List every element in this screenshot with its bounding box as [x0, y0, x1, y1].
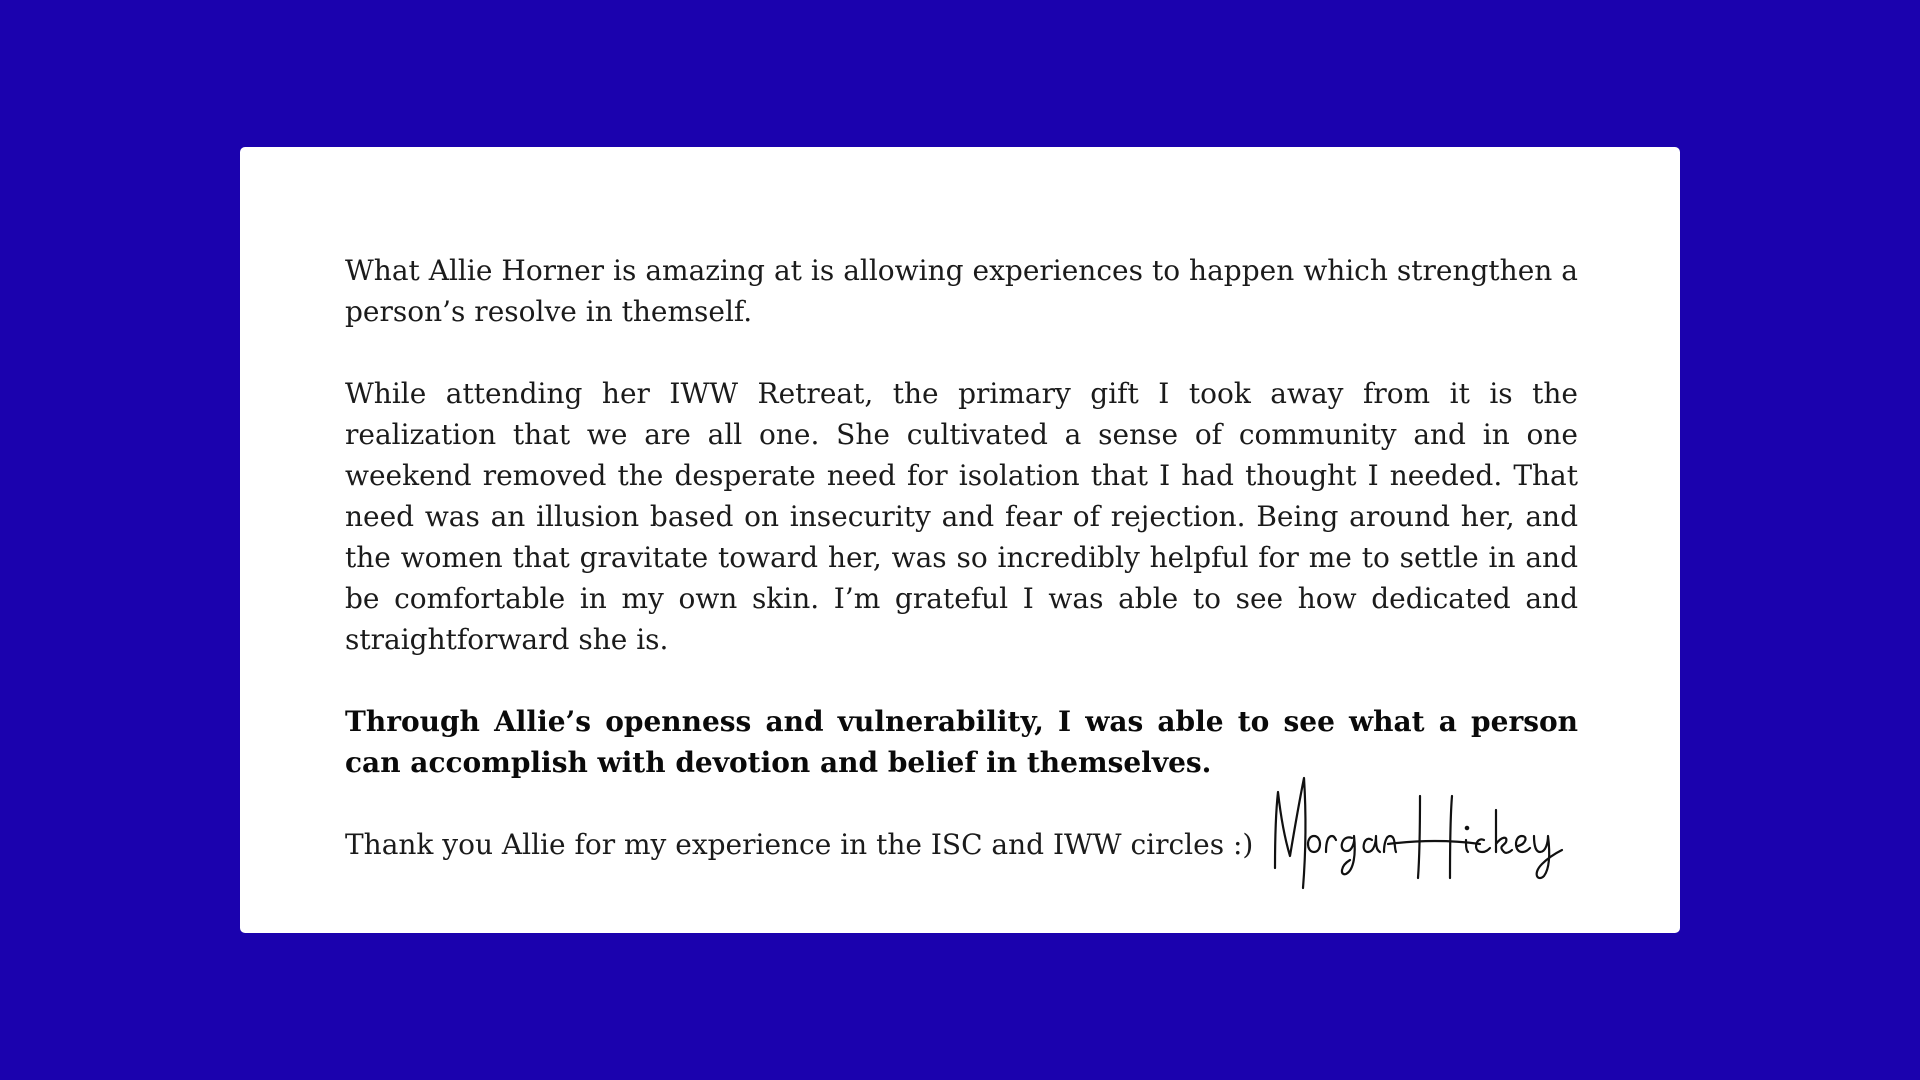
paragraph-retreat: While attending her IWW Retreat, the primary gift I took away from it is the realization that we are all one. She cultivated a sense of community and in one weekend removed the desperate need for isolation that I had thought I needed. That need was an illusion based on insecurity and fear of rejection. Being around her, and the women that gravitate toward her, was so incredibly helpful for me to settle in and be comfortable in my own skin. I’m grateful I was able to see how dedicated and straightforward she is. — [345, 377, 1578, 656]
signature-graphic — [1270, 770, 1620, 890]
paragraph-highlight: Through Allie’s openness and vulnerability, I was able to see what a person can accomplish with devotion and belief in themselves. — [345, 705, 1578, 779]
paragraph-closing: Thank you Allie for my experience in the ISC and IWW circles :) — [345, 828, 1254, 861]
paragraph-intro: What Allie Horner is amazing at is allowing experiences to happen which strengthen a person’s resolve in themself. — [345, 254, 1578, 328]
testimonial-card — [240, 147, 1680, 933]
handwritten-signature — [1270, 770, 1620, 890]
